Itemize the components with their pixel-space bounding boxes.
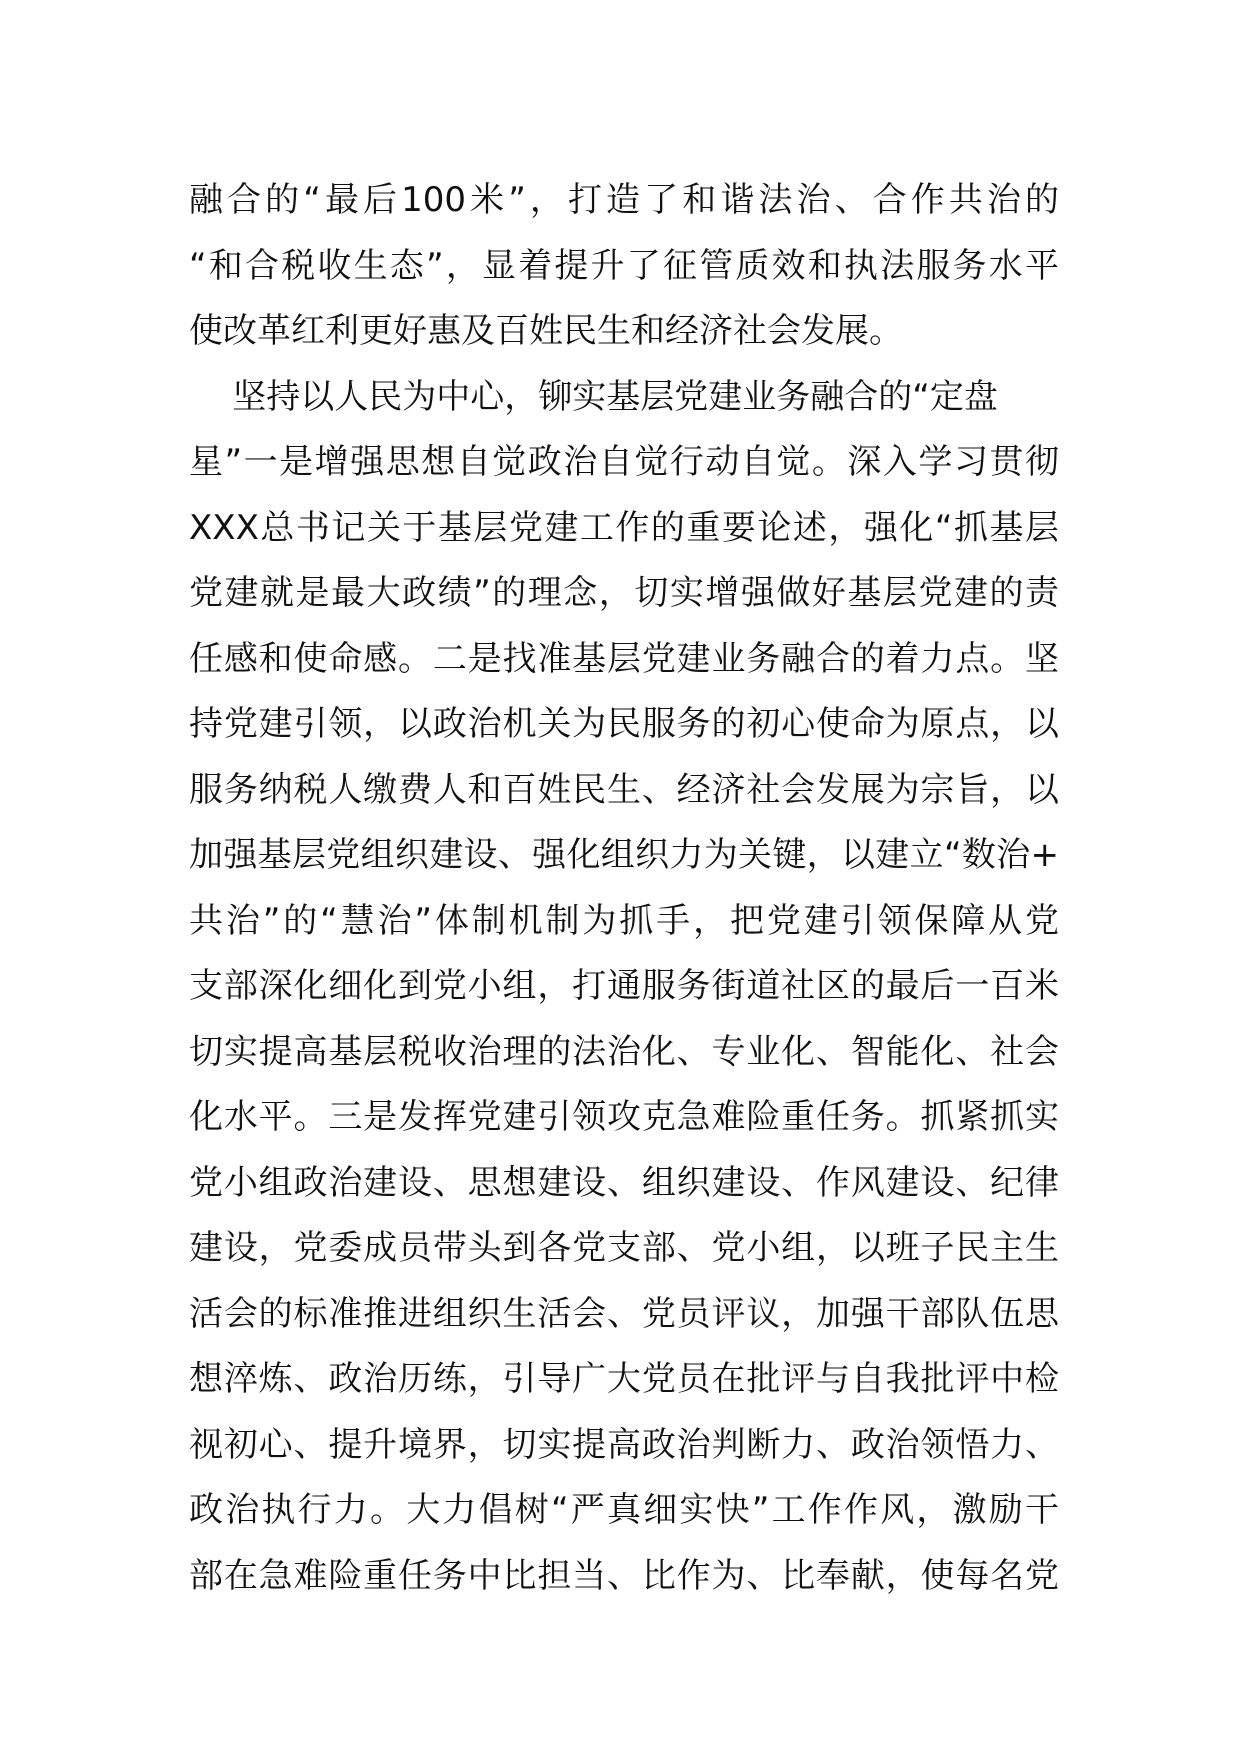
text-line-14: 切实提高基层税收治理的法治化、专业化、智能化、社会: [189, 1031, 1059, 1072]
text-line-15: 化水平。三是发挥党建引领攻克急难险重任务。抓紧抓实: [189, 1097, 1059, 1137]
body-text: [189, 168, 1059, 1609]
text-line-3: 使改革红利更好惠及百姓民生和经济社会发展。: [189, 311, 903, 351]
text-line-1: 融合的“最后100米”，打造了和谐法治、合作共治的: [189, 180, 1059, 220]
text-line-12: 共治”的“慧治”体制机制为抓手，把党建引领保障从党: [189, 900, 1059, 941]
text-line-16: 党小组政治建设、思想建设、组织建设、作风建设、纪律: [189, 1162, 1059, 1203]
text-line-11: 加强基层党组织建设、强化组织力为关键，以建立“数治+: [189, 835, 1059, 875]
text-line-2: “和合税收生态”，显着提升了征管质效和执法服务水平: [189, 245, 1059, 286]
text-line-6: XXX总书记关于基层党建工作的重要论述，强化“抓基层: [189, 507, 1059, 548]
text-line-10: 服务纳税人缴费人和百姓民生、经济社会发展为宗旨，以: [189, 769, 1059, 810]
text-line-4: 坚持以人民为中心，铆实基层党建业务融合的“定盘: [189, 376, 998, 417]
text-line-7: 党建就是最大政绩”的理念，切实增强做好基层党建的责: [189, 573, 1059, 613]
text-line-20: 视初心、提升境界，切实提高政治判断力、政治领悟力、: [189, 1424, 1059, 1465]
text-line-5: 星”一是增强思想自觉政治自觉行动自觉。深入学习贯彻: [189, 442, 1059, 482]
text-line-22: 部在急难险重任务中比担当、比作为、比奉献，使每名党: [189, 1555, 1059, 1596]
text-line-9: 持党建引领，以政治机关为民服务的初心使命为原点，以: [189, 704, 1059, 744]
text-line-8: 任感和使命感。二是找准基层党建业务融合的着力点。坚: [189, 638, 1059, 679]
text-line-17: 建设，党委成员带头到各党支部、党小组，以班子民主生: [189, 1228, 1059, 1268]
text-line-13: 支部深化细化到党小组，打通服务街道社区的最后一百米: [189, 966, 1059, 1006]
text-line-21: 政治执行力。大力倡树“严真细实快”工作作风，激励干: [189, 1490, 1059, 1530]
text-line-19: 想淬炼、政治历练，引导广大党员在批评与自我批评中检: [189, 1359, 1059, 1399]
text-line-18: 活会的标准推进组织生活会、党员评议，加强干部队伍思: [189, 1293, 1059, 1334]
